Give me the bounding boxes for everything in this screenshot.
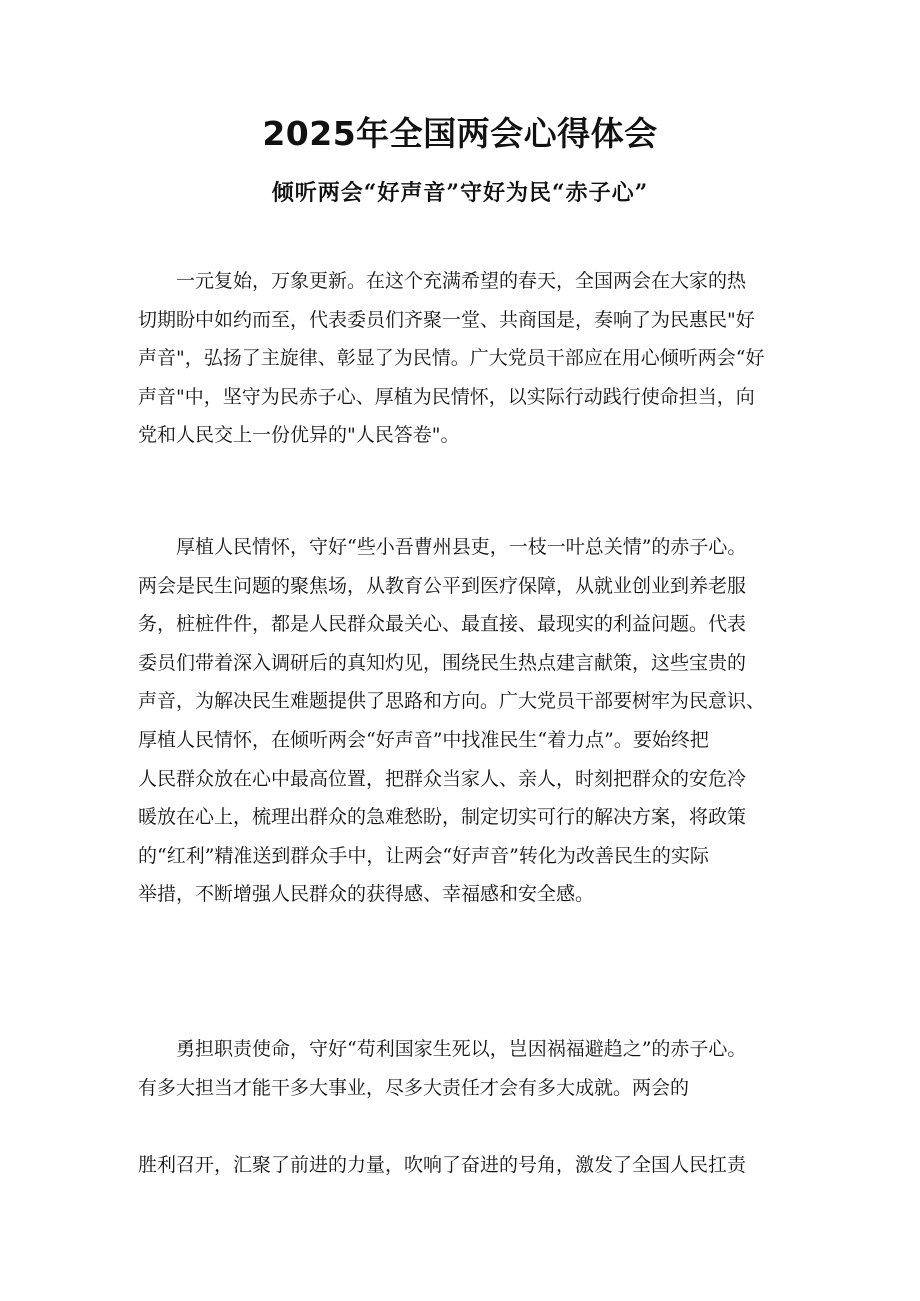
paragraph-line: 厚植人民情怀，在倾听两会“好声音”中找准民生“着力点”。要始终把 [138, 728, 709, 751]
paragraph-line: 举措，不断增强人民群众的获得感、幸福感和安全感。 [138, 883, 595, 906]
paragraph-line: 一元复始，万象更新。在这个充满希望的春天，全国两会在大家的热 [176, 270, 747, 292]
paragraph-line: 人民群众放在心中最高位置，把群众当家人、亲人，时刻把群众的安危冷 [138, 767, 747, 790]
paragraph-duty-mission-continued [138, 1146, 788, 1185]
document-title: 2025年全国两会心得体会 [262, 114, 658, 153]
paragraph-line: 厚植人民情怀，守好“些小吾曹州县吏，一枝一叶总关情”的赤子心。 [176, 536, 747, 558]
paragraph-line: 勇担职责使命，守好“苟利国家生死以，岂因祸福避趋之”的赤子心。 [176, 1038, 747, 1060]
paragraph-line: 务，桩桩件件，都是人民群众最关心、最直接、最现实的利益问题。代表 [138, 613, 747, 636]
paragraph-line: 有多大担当才能干多大事业，尽多大责任才会有多大成就。两会的 [138, 1076, 690, 1099]
paragraph-intro [138, 262, 788, 455]
document-subtitle: 倾听两会“好声音”守好为民“赤子心” [271, 180, 649, 206]
paragraph-line: 声音，为解决民生难题提供了思路和方向。广大党员干部要树牢为民意识、 [138, 690, 766, 713]
paragraph-line: 两会是民生问题的聚焦场，从教育公平到医疗保障，从就业创业到养老服 [138, 574, 747, 597]
paragraph-line: 的“红利”精准送到群众手中，让两会“好声音”转化为改善民生的实际 [138, 844, 709, 867]
paragraph-line: 委员们带着深入调研后的真知灼见，围绕民生热点建言献策，这些宝贵的 [138, 651, 747, 674]
paragraph-line: 切期盼中如约而至，代表委员们齐聚一堂、共商国是，奏响了为民惠民"好 [138, 308, 755, 331]
paragraph-line: 声音"，弘扬了主旋律、彰显了为民情。广大党员干部应在用心倾听两会“好 [138, 347, 765, 370]
paragraph-people-sentiment [138, 528, 788, 914]
paragraph-line: 声音"中，坚守为民赤子心、厚植为民情怀，以实际行动践行使命担当，向 [138, 385, 755, 408]
paragraph-duty-mission [138, 1030, 788, 1107]
paragraph-line: 暖放在心上，梳理出群众的急难愁盼，制定切实可行的解决方案，将政策 [138, 806, 747, 829]
paragraph-line: 胜利召开，汇聚了前进的力量，吹响了奋进的号角，激发了全国人民扛责 [138, 1154, 747, 1176]
paragraph-line: 党和人民交上一份优异的"人民答卷"。 [138, 424, 460, 447]
